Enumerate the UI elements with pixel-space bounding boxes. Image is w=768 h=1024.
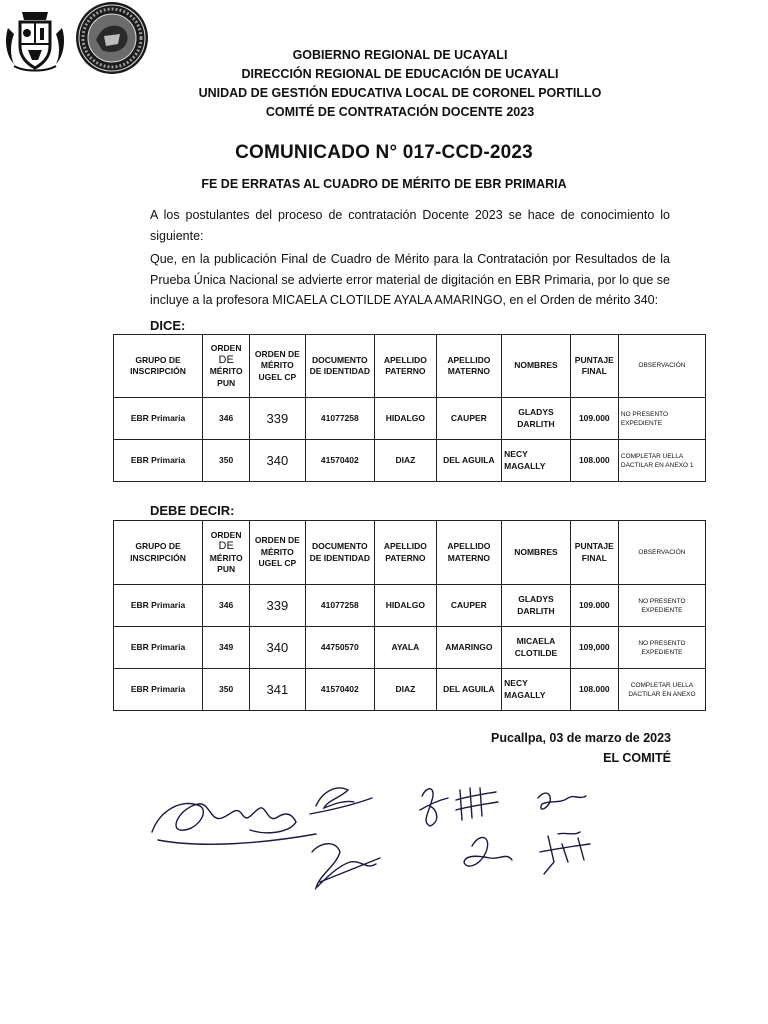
signature-2 (310, 788, 372, 814)
de-label: DE (218, 540, 234, 552)
cell-paterno: DIAZ (375, 440, 436, 482)
signature-7 (464, 837, 512, 866)
cell-puntaje: 108.000 (570, 669, 618, 711)
page-title: COMUNICADO N° 017-CCD-2023 (235, 142, 533, 163)
cell-observacion: NO PRESENTO EXPEDIENTE (618, 627, 705, 669)
cell-pun: 350 (203, 669, 250, 711)
header-government: GOBIERNO REGIONAL DE UCAYALI (292, 48, 508, 62)
cell-ugel: 341 (250, 669, 305, 711)
col-header-puntaje: PUNTAJE FINAL (570, 335, 618, 398)
col-header-grupo: GRUPO DE INSCRIPCIÓN (114, 521, 203, 585)
cell-materno: AMARINGO (436, 627, 502, 669)
col-header-orden-pun (203, 335, 250, 398)
intro-paragraph: A los postulantes del proceso de contratación Docente 2023 se hace de conocimiento lo siguiente: (150, 208, 670, 243)
col-header-paterno: APELLIDO PATERNO (375, 335, 436, 398)
table-row (114, 440, 706, 482)
committee-signature-label: EL COMITÉ (603, 751, 671, 765)
table-row (114, 398, 706, 440)
signature-4 (420, 789, 448, 826)
col-header-materno: APELLIDO MATERNO (436, 335, 502, 398)
cell-grupo: EBR Primaria (114, 627, 203, 669)
cell-pun: 346 (203, 398, 250, 440)
col-header-documento: DOCUMENTO DE IDENTIDAD (305, 335, 375, 398)
cell-pun: 349 (203, 627, 250, 669)
table-row (114, 585, 706, 627)
cell-puntaje: 109,000 (570, 627, 618, 669)
dice-label: DICE: (150, 318, 186, 333)
signature-5 (456, 788, 498, 820)
cell-ugel: 340 (250, 440, 305, 482)
errata-paragraph: Que, en la publicación Final de Cuadro de Mérito para la Contratación por Resultados de la Prueba Única Nacional se advierte error material de digitación en EBR Primaria, por lo que se incluye a la profesora MICAELA CLOTILDE AYALA AMARINGO, en el Orden de mérito 340: (150, 252, 670, 307)
peru-coat-of-arms-logo (0, 6, 70, 76)
cell-doc: 44750570 (305, 627, 375, 669)
merito-pun-label: MÉRITO PUN (209, 552, 243, 574)
debe-decir-table (113, 520, 706, 711)
de-label: DE (218, 353, 234, 366)
header-committee: COMITÉ DE CONTRATACIÓN DOCENTE 2023 (265, 105, 535, 119)
cell-puntaje: 108.000 (570, 440, 618, 482)
signature-6 (538, 793, 586, 809)
cell-observacion: NO PRESENTO EXPEDIENTE (618, 585, 705, 627)
signature-1 (152, 804, 316, 845)
committee-signatures (140, 770, 620, 910)
cell-grupo: EBR Primaria (114, 440, 203, 482)
header-ugel: UNIDAD DE GESTIÓN EDUCATIVA LOCAL DE CORONEL PORTILLO (198, 86, 602, 100)
cell-pun: 350 (203, 440, 250, 482)
cell-paterno: HIDALGO (375, 398, 436, 440)
document-date: Pucallpa, 03 de marzo de 2023 (491, 731, 671, 745)
cell-grupo: EBR Primaria (114, 398, 203, 440)
col-header-nombres: NOMBRES (502, 521, 571, 585)
cell-materno: CAUPER (436, 585, 502, 627)
table-header-row (114, 521, 706, 585)
cell-doc: 41077258 (305, 585, 375, 627)
col-header-orden-ugel: ORDEN DE MÉRITO UGEL CP (250, 521, 305, 585)
cell-materno: DEL AGUILA (436, 440, 502, 482)
cell-nombres: GLADYS DARLITH (502, 398, 571, 440)
cell-grupo: EBR Primaria (114, 669, 203, 711)
cell-puntaje: 109.000 (570, 398, 618, 440)
cell-doc: 41570402 (305, 440, 375, 482)
cell-nombres: NECY MAGALLY (502, 440, 571, 482)
cell-doc: 41077258 (305, 398, 375, 440)
cell-puntaje: 109.000 (570, 585, 618, 627)
merito-pun-label: MÉRITO PUN (209, 366, 243, 388)
cell-grupo: EBR Primaria (114, 585, 203, 627)
col-header-observacion: OBSERVACIÓN (618, 521, 705, 585)
signature-3 (312, 844, 380, 888)
cell-observacion: COMPLETAR UELLA DACTILAR EN ANEXO 1 (618, 440, 705, 482)
table-header-row (114, 335, 706, 398)
debe-decir-label: DEBE DECIR: (150, 503, 235, 518)
orden-label: ORDEN (210, 529, 242, 540)
col-header-puntaje: PUNTAJE FINAL (570, 521, 618, 585)
cell-paterno: AYALA (375, 627, 436, 669)
header-regional-direction: DIRECCIÓN REGIONAL DE EDUCACIÓN DE UCAYALI (241, 67, 559, 81)
cell-nombres: MICAELA CLOTILDE (502, 627, 571, 669)
col-header-materno: APELLIDO MATERNO (436, 521, 502, 585)
cell-materno: DEL AGUILA (436, 669, 502, 711)
cell-paterno: DIAZ (375, 669, 436, 711)
cell-nombres: NECY MAGALLY (502, 669, 571, 711)
cell-ugel: 339 (250, 398, 305, 440)
cell-pun: 346 (203, 585, 250, 627)
col-header-orden-pun (203, 521, 250, 585)
cell-materno: CAUPER (436, 398, 502, 440)
page-subtitle: FE DE ERRATAS AL CUADRO DE MÉRITO DE EBR PRIMARIA (201, 177, 567, 191)
col-header-orden-ugel: ORDEN DE MÉRITO UGEL CP (250, 335, 305, 398)
col-header-grupo: GRUPO DE INSCRIPCIÓN (114, 335, 203, 398)
cell-ugel: 339 (250, 585, 305, 627)
cell-nombres: GLADYS DARLITH (502, 585, 571, 627)
col-header-observacion: OBSERVACIÓN (618, 335, 705, 398)
signature-8 (540, 832, 590, 874)
dice-table (113, 334, 706, 482)
col-header-paterno: APELLIDO PATERNO (375, 521, 436, 585)
cell-paterno: HIDALGO (375, 585, 436, 627)
table-row (114, 627, 706, 669)
col-header-nombres: NOMBRES (502, 335, 571, 398)
cell-doc: 41570402 (305, 669, 375, 711)
col-header-documento: DOCUMENTO DE IDENTIDAD (305, 521, 375, 585)
table-row (114, 669, 706, 711)
cell-ugel: 340 (250, 627, 305, 669)
cell-observacion: NO PRESENTO EXPEDIENTE (618, 398, 705, 440)
orden-label: ORDEN (210, 343, 242, 353)
cell-observacion: COMPLETAR UELLA DACTILAR EN ANEXO (618, 669, 705, 711)
ugel-seal-logo (74, 0, 150, 76)
